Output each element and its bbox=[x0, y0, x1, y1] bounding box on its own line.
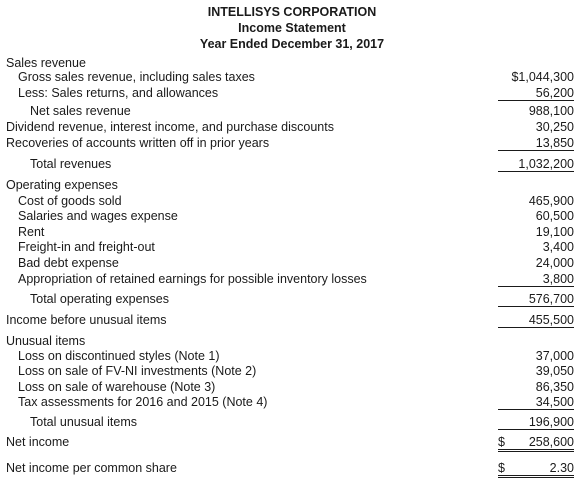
amount-value: 576,700 bbox=[528, 292, 574, 306]
amount-value: 988,100 bbox=[528, 104, 574, 118]
line-operating-expenses-heading bbox=[0, 177, 584, 193]
line-label: Gross sales revenue, including sales taxes bbox=[18, 70, 255, 84]
amount-value: 13,850 bbox=[535, 136, 574, 150]
line-freight bbox=[0, 239, 584, 255]
amount-value: 455,500 bbox=[528, 313, 574, 327]
line-amount bbox=[498, 69, 574, 85]
amount-value: 39,050 bbox=[535, 364, 574, 378]
amount-value: 30,250 bbox=[535, 120, 574, 134]
line-amount bbox=[498, 363, 574, 379]
currency-symbol: $ bbox=[498, 461, 505, 475]
line-appropriation bbox=[0, 271, 584, 287]
line-bad-debt bbox=[0, 255, 584, 271]
line-total-revenues bbox=[0, 156, 584, 172]
line-recoveries bbox=[0, 135, 584, 151]
amount-value: 2.30 bbox=[549, 461, 574, 475]
amount-value: 196,900 bbox=[528, 415, 574, 429]
line-label: Rent bbox=[18, 225, 45, 239]
line-label: Total operating expenses bbox=[30, 292, 169, 306]
line-label: Unusual items bbox=[6, 334, 86, 348]
line-label: Net sales revenue bbox=[30, 104, 131, 118]
line-label: Total unusual items bbox=[30, 415, 138, 429]
line-amount bbox=[498, 208, 574, 224]
line-salaries-wages bbox=[0, 208, 584, 224]
line-amount bbox=[498, 291, 574, 307]
line-amount bbox=[498, 379, 574, 395]
amount-value: 56,200 bbox=[535, 86, 574, 100]
amount-value: $1,044,300 bbox=[511, 70, 574, 84]
line-unusual-items-heading bbox=[0, 333, 584, 349]
line-amount bbox=[498, 394, 574, 410]
line-amount bbox=[498, 156, 574, 172]
line-loss-discontinued-styles bbox=[0, 348, 584, 364]
line-amount bbox=[498, 271, 574, 287]
line-amount bbox=[498, 85, 574, 101]
line-amount bbox=[498, 239, 574, 255]
line-rent bbox=[0, 224, 584, 240]
line-amount bbox=[498, 119, 574, 135]
line-label: Loss on sale of FV-NI investments (Note 2) bbox=[18, 364, 257, 378]
amount-value: 60,500 bbox=[535, 209, 574, 223]
statement-period: Year Ended December 31, 2017 bbox=[199, 37, 385, 51]
line-amount bbox=[498, 255, 574, 271]
amount-value: 3,800 bbox=[542, 272, 574, 286]
currency-symbol: $ bbox=[498, 435, 505, 449]
line-label: Dividend revenue, interest income, and purchase discounts bbox=[6, 120, 334, 134]
line-label: Cost of goods sold bbox=[18, 194, 122, 208]
line-label: Appropriation of retained earnings for possible inventory losses bbox=[18, 272, 367, 286]
line-label: Bad debt expense bbox=[18, 256, 119, 270]
line-amount bbox=[498, 414, 574, 430]
line-label: Loss on sale of warehouse (Note 3) bbox=[18, 380, 216, 394]
line-label: Salaries and wages expense bbox=[18, 209, 178, 223]
line-loss-warehouse bbox=[0, 379, 584, 395]
amount-value: 19,100 bbox=[535, 225, 574, 239]
line-amount bbox=[498, 103, 574, 119]
line-amount bbox=[498, 312, 574, 328]
line-tax-assessments bbox=[0, 394, 584, 410]
amount-value: 86,350 bbox=[535, 380, 574, 394]
line-label: Loss on discontinued styles (Note 1) bbox=[18, 349, 220, 363]
line-label: Less: Sales returns, and allowances bbox=[18, 86, 219, 100]
amount-value: 24,000 bbox=[535, 256, 574, 270]
line-dividend-revenue bbox=[0, 119, 584, 135]
line-sales-returns bbox=[0, 85, 584, 101]
line-net-sales-revenue bbox=[0, 103, 584, 119]
line-gross-sales-revenue bbox=[0, 69, 584, 85]
line-loss-fvni bbox=[0, 363, 584, 379]
line-amount bbox=[498, 460, 574, 478]
amount-value: 1,032,200 bbox=[518, 157, 574, 171]
line-label: Tax assessments for 2016 and 2015 (Note 4) bbox=[18, 395, 268, 409]
line-amount bbox=[498, 348, 574, 364]
amount-value: 258,600 bbox=[528, 435, 574, 449]
line-label: Recoveries of accounts written off in prior years bbox=[6, 136, 270, 150]
line-amount bbox=[498, 224, 574, 240]
line-label: Total revenues bbox=[30, 157, 112, 171]
line-net-income-per-share bbox=[0, 460, 584, 476]
amount-value: 34,500 bbox=[535, 395, 574, 409]
line-label: Freight-in and freight-out bbox=[18, 240, 155, 254]
line-total-operating-expenses bbox=[0, 291, 584, 307]
statement-title: Income Statement bbox=[238, 21, 346, 35]
line-label: Operating expenses bbox=[6, 178, 118, 192]
amount-value: 37,000 bbox=[535, 349, 574, 363]
line-net-income bbox=[0, 434, 584, 450]
line-cost-of-goods-sold bbox=[0, 193, 584, 209]
line-label: Net income per common share bbox=[6, 461, 177, 475]
amount-value: 465,900 bbox=[528, 194, 574, 208]
line-label: Income before unusual items bbox=[6, 313, 167, 327]
line-label: Net income bbox=[6, 435, 70, 449]
line-amount bbox=[498, 135, 574, 151]
line-total-unusual-items bbox=[0, 414, 584, 430]
line-income-before-unusual bbox=[0, 312, 584, 328]
company-name: INTELLISYS CORPORATION bbox=[207, 5, 377, 19]
line-amount bbox=[498, 193, 574, 209]
line-amount bbox=[498, 434, 574, 452]
amount-value: 3,400 bbox=[542, 240, 574, 254]
line-label: Sales revenue bbox=[6, 56, 86, 70]
